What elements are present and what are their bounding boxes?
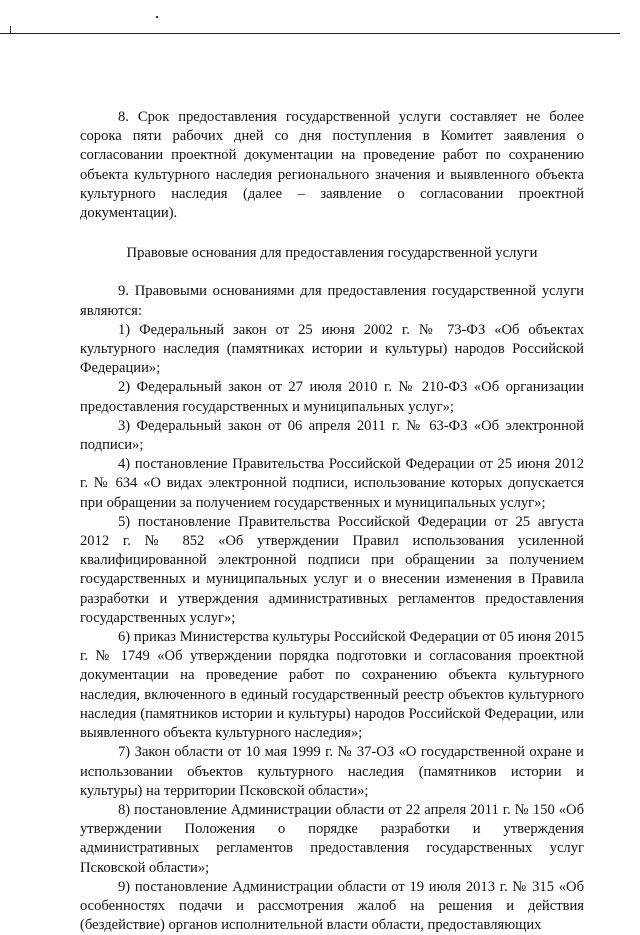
document-body [80, 108, 584, 935]
legal-basis-item-5: 5) постановление Правительства Российской Федерации от 25 августа 2012 г. № 852 «Об утверждении Правил использования усиленной квалифицированной электронной подписи при обращении за получением государственных и муниципальных услуг и о внесении изменения в Правила разработки и утверждения административных регламентов предоставления государственных услуг»; [80, 513, 584, 626]
legal-basis-item-9: 9) постановление Администрации области от 19 июля 2013 г. № 315 «Об особенностях подачи и рассмотрения жалоб на решения и действия (бездействие) органов исполнительной власти области, предоставляющих [80, 878, 584, 934]
legal-basis-item-3: 3) Федеральный закон от 06 апреля 2011 г. № 63-ФЗ «Об электронной подписи»; [80, 417, 584, 454]
spacer [80, 263, 584, 282]
header-rule [0, 33, 620, 34]
section-heading: Правовые основания для предоставления государственной услуги [126, 245, 538, 262]
legal-basis-item-7: 7) Закон области от 10 мая 1999 г. № 37-ОЗ «О государственной охране и использовании объектов культурного наследия (памятников истории и культуры) на территории Псковской области»; [80, 744, 584, 799]
spacer [80, 223, 584, 244]
legal-basis-item-6: 6) приказ Министерства культуры Российской Федерации от 05 июня 2015 г. № 1749 «Об утверждении порядка подготовки и согласования проектной документации на проведение работ по сохранению объекта культурного наследия, включенного в единый государственный реестр объектов культурного наследия (памятников истории и культуры) народов Российской Федерации, или выявленного объекта культурного наследия»; [80, 629, 584, 742]
paragraph-9-intro: 9. Правовыми основаниями для предоставления государственной услуги являются: [80, 283, 584, 319]
legal-basis-item-8: 8) постановление Администрации области от 22 апреля 2011 г. № 150 «Об утверждении Положения о порядке разработки и утверждения административных регламентов предоставления государственных услуг Псковской области»; [80, 801, 584, 876]
scan-artifact-dot [156, 16, 158, 18]
paragraph-8: 8. Срок предоставления государственной услуги составляет не более сорока пяти рабочих дней со дня поступления в Комитет заявления о согласовании проектной документации на проведение работ по сохранению объекта культурного наследия регионального значения и выявленного объекта культурного наследия (далее – заявление о согласовании проектной документации). [80, 109, 584, 222]
legal-basis-item-1: 1) Федеральный закон от 25 июня 2002 г. № 73-ФЗ «Об объектах культурного наследия (памятниках истории и культуры) народов Российской Федерации»; [80, 321, 584, 377]
legal-basis-item-2: 2) Федеральный закон от 27 июля 2010 г. № 210-ФЗ «Об организации предоставления государственных и муниципальных услуг»; [80, 379, 584, 415]
legal-basis-item-4: 4) постановление Правительства Российской Федерации от 25 июня 2012 г. № 634 «О видах электронной подписи, использование которых допускается при обращении за получением государственных и муниципальных услуг»; [80, 456, 584, 511]
